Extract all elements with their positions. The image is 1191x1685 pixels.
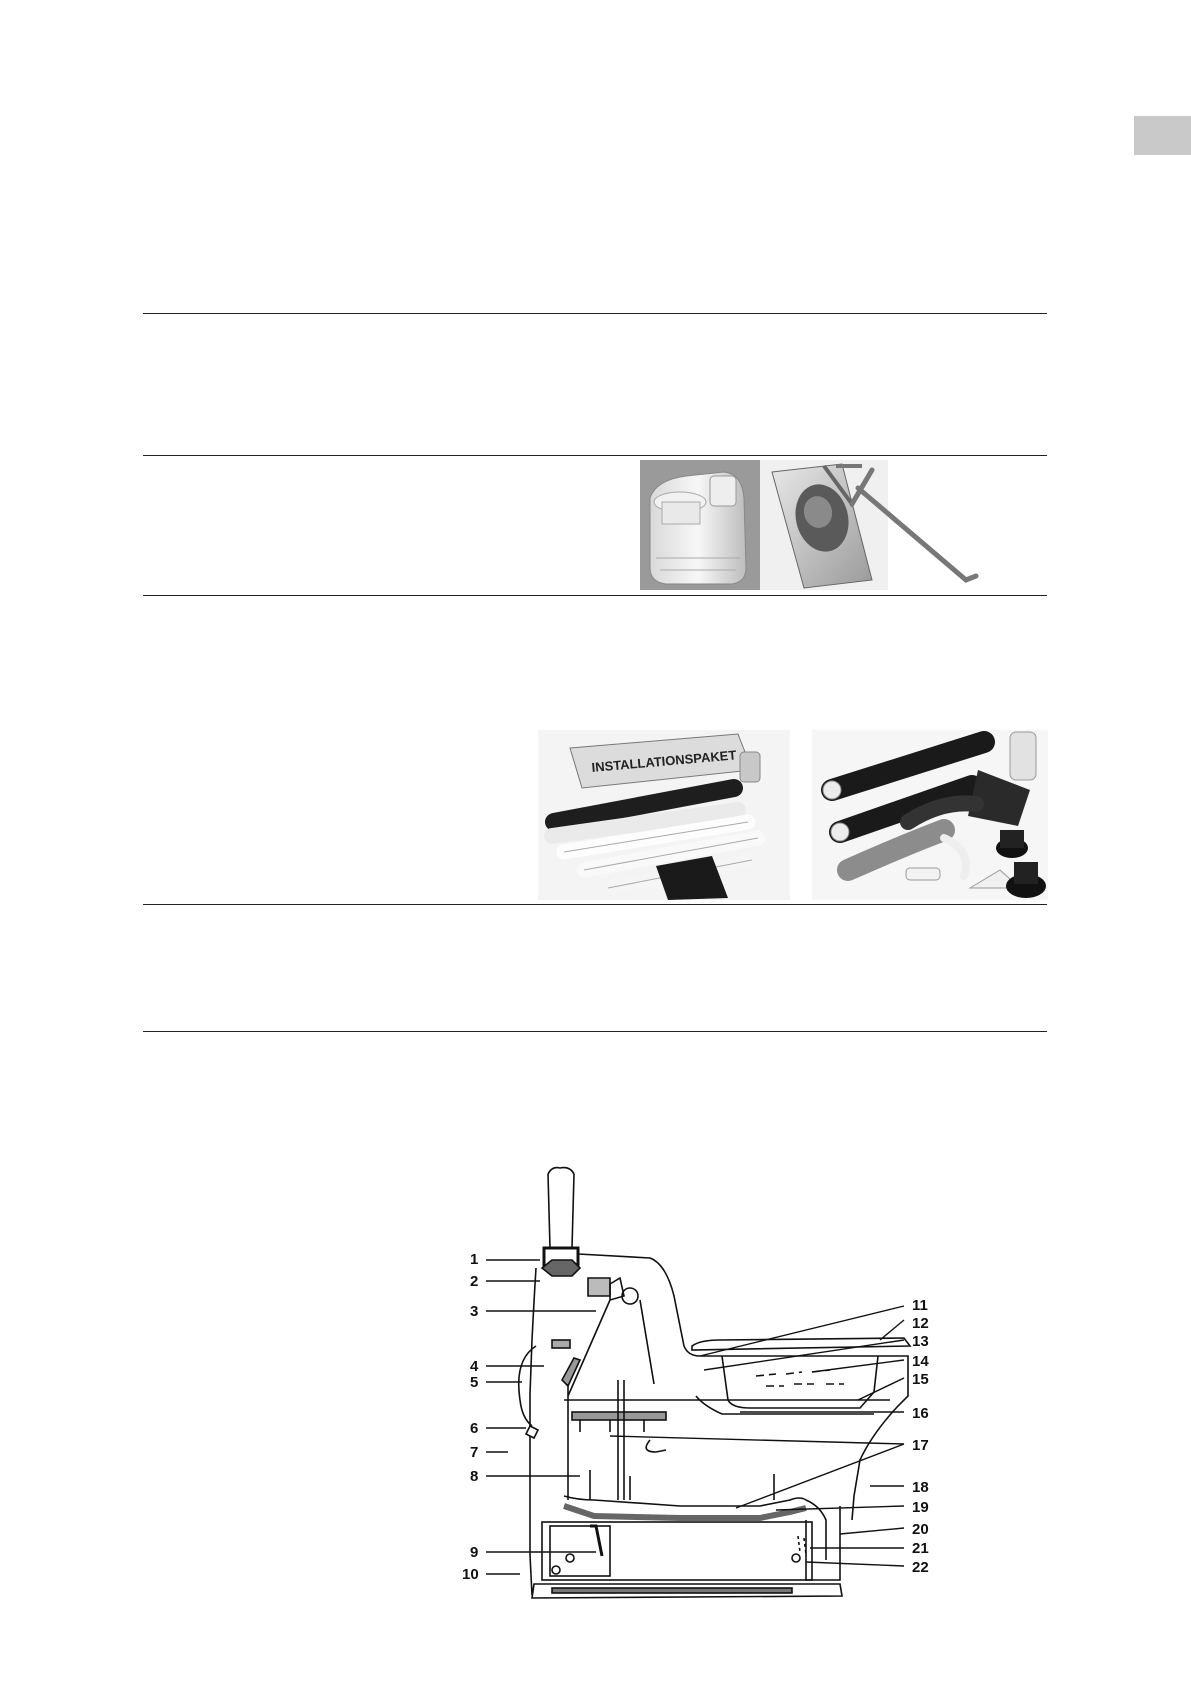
callout-4: 4 [470, 1358, 479, 1375]
section-divider [143, 1031, 1047, 1032]
toilet-cross-section-diagram [460, 1160, 1020, 1610]
callout-3: 3 [470, 1303, 479, 1320]
installation-kit-photo [538, 730, 790, 900]
section-divider [143, 313, 1047, 314]
ventilation-parts-photo [812, 730, 1048, 900]
callout-22: 22 [912, 1559, 929, 1576]
callout-21: 21 [912, 1540, 929, 1557]
callout-14: 14 [912, 1353, 929, 1370]
section-divider [143, 904, 1047, 905]
callout-17: 17 [912, 1437, 929, 1454]
callout-13: 13 [912, 1333, 929, 1350]
section-divider [143, 455, 1047, 456]
callout-5: 5 [470, 1374, 479, 1391]
language-tab [1134, 116, 1191, 155]
callout-9: 9 [470, 1544, 479, 1561]
callout-12: 12 [912, 1315, 929, 1332]
callout-1: 1 [470, 1251, 479, 1268]
callout-18: 18 [912, 1479, 929, 1496]
callout-6: 6 [470, 1420, 479, 1437]
section-divider [143, 595, 1047, 596]
callout-11: 11 [912, 1297, 928, 1314]
callout-15: 15 [912, 1371, 929, 1388]
callout-10: 10 [462, 1566, 479, 1583]
kit-box-label: INSTALLATIONSPAKET [590, 747, 737, 775]
callout-16: 16 [912, 1405, 929, 1422]
callout-8: 8 [470, 1468, 479, 1485]
callout-2: 2 [470, 1273, 479, 1290]
callout-7: 7 [470, 1444, 479, 1461]
product-photos-row [636, 458, 1046, 592]
composting-toilet-photo [640, 460, 760, 590]
callout-19: 19 [912, 1499, 929, 1516]
callout-20: 20 [912, 1521, 929, 1538]
